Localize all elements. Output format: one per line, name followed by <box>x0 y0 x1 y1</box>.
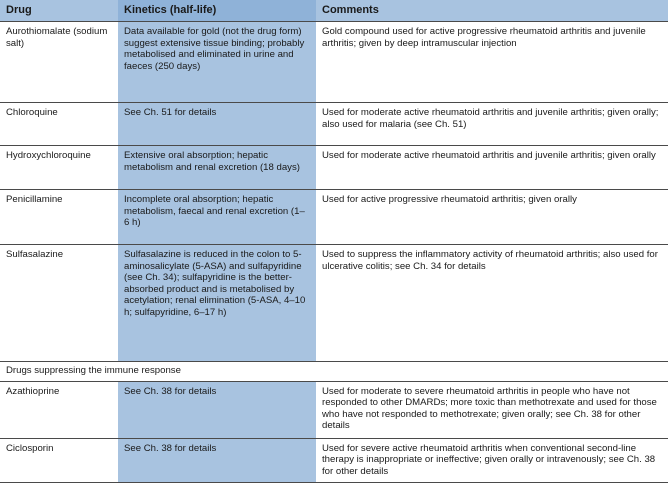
section-heading: Drugs suppressing the immune response <box>0 362 668 382</box>
kinetics-cell: Extensive oral absorption; hepatic metabolism and renal excretion (18 days) <box>118 146 316 190</box>
drug-cell: Penicillamine <box>0 190 118 245</box>
table-row <box>0 190 668 245</box>
drug-cell: Sulfasalazine <box>0 245 118 362</box>
table-row <box>0 103 668 146</box>
comments-cell: Used for active progressive rheumatoid arthritis; given orally <box>316 190 668 245</box>
comments-cell: Used for moderate active rheumatoid arthritis and juvenile arthritis; given orally; also used for malaria (see Ch. 51) <box>316 103 668 146</box>
comments-cell: Used for moderate active rheumatoid arthritis and juvenile arthritis; given orally <box>316 146 668 190</box>
drug-cell: Aurothiomalate (sodium salt) <box>0 22 118 103</box>
kinetics-cell: Incomplete oral absorption; hepatic metabolism, faecal and renal excretion (1–6 h) <box>118 190 316 245</box>
comments-cell: Used for severe active rheumatoid arthritis when conventional second-line therapy is inappropriate or ineffective; given orally or intravenously; see Ch. 38 for other details <box>316 438 668 482</box>
kinetics-cell: Data available for gold (not the drug form) suggest extensive tissue binding; probably metabolised and eliminated in urine and faeces (250 days) <box>118 22 316 103</box>
kinetics-cell: See Ch. 38 for details <box>118 381 316 438</box>
table-row <box>0 22 668 103</box>
header-row <box>0 0 668 22</box>
table-row <box>0 146 668 190</box>
header-comments: Comments <box>316 0 668 22</box>
kinetics-cell: Sulfasalazine is reduced in the colon to 5-aminosalicylate (5-ASA) and sulfapyridine (see Ch. 34); sulfapyridine is the better-absorbed product and is metabolised by acetylation; renal elimination (5-ASA, 4–10 h; sulfapyridine, 6–17 h) <box>118 245 316 362</box>
kinetics-cell: See Ch. 38 for details <box>118 438 316 482</box>
comments-cell: Gold compound used for active progressive rheumatoid arthritis and juvenile arthritis; given by deep intramuscular injection <box>316 22 668 103</box>
header-drug: Drug <box>0 0 118 22</box>
header-kinetics: Kinetics (half-life) <box>118 0 316 22</box>
table-row <box>0 381 668 438</box>
comments-cell: Used for moderate to severe rheumatoid arthritis in people who have not responded to other DMARDs; more toxic than methotrexate and used for those who have not responded to methotrexate; given orally; see Ch. 38 for other details <box>316 381 668 438</box>
section-row <box>0 362 668 382</box>
kinetics-cell: See Ch. 51 for details <box>118 103 316 146</box>
drug-cell: Chloroquine <box>0 103 118 146</box>
drug-cell: Hydroxychloroquine <box>0 146 118 190</box>
drug-cell: Azathioprine <box>0 381 118 438</box>
table-row <box>0 245 668 362</box>
comments-cell: Used to suppress the inflammatory activity of rheumatoid arthritis; also used for ulcerative colitis; see Ch. 34 for details <box>316 245 668 362</box>
table-row <box>0 438 668 482</box>
drug-cell: Ciclosporin <box>0 438 118 482</box>
